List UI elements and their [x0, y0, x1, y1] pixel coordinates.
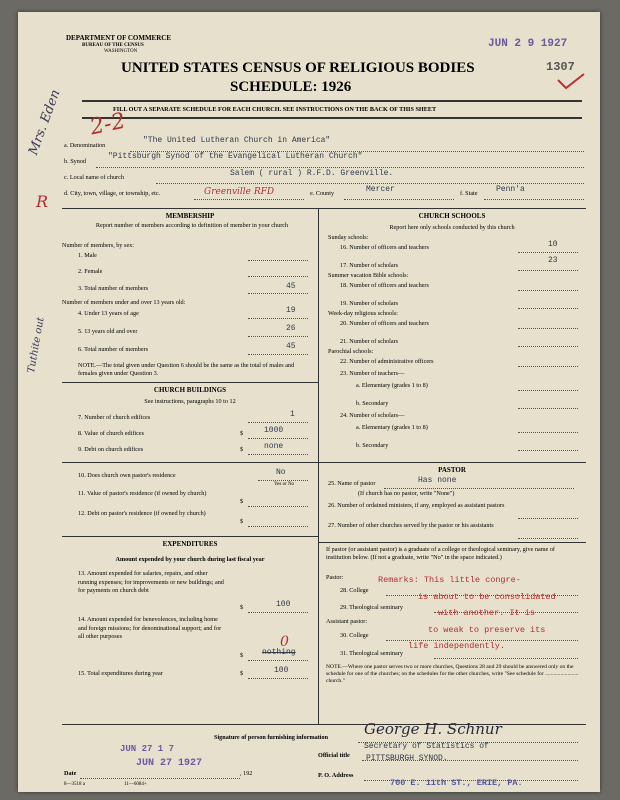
remarks-line-3: with another. It is	[438, 608, 535, 618]
q13-line	[248, 612, 308, 613]
q3-line	[248, 293, 308, 294]
date-stamp-2: JUN 27 1927	[136, 758, 203, 769]
q24a-label: a. Elementary (grades 1 to 8)	[356, 424, 428, 431]
department-label: DEPARTMENT OF COMMERCE	[66, 34, 172, 42]
q13-label: 13. Amount expended for salaries, repairs, and other running expenses; for improvements or new buildings; and for payments on church debt	[78, 570, 224, 594]
q14-dollar: $	[240, 652, 244, 659]
pastor-label: Pastor:	[326, 574, 344, 581]
q10-label: 10. Does church own pastor's residence	[78, 472, 176, 479]
bureau-label: BUREAU OF THE CENSUS	[82, 43, 144, 48]
remarks-block[interactable]	[378, 572, 556, 655]
po-address-value[interactable]: 700 E. 11th ST., ERIE, PA.	[390, 778, 523, 788]
q25-hint: (If church has no pastor, write "None")	[358, 490, 455, 497]
date-line	[80, 778, 240, 779]
q29-label: 29. Theological seminary	[340, 604, 403, 611]
po-address-label: P. O. Address	[318, 772, 354, 779]
q24-label: 24. Number of scholars—	[340, 412, 405, 419]
margin-note-name: Mrs. Eden	[26, 87, 64, 158]
q11-line	[248, 506, 308, 507]
q15-label: 15. Total expenditures during year	[78, 670, 163, 677]
q4-value[interactable]: 19	[286, 306, 296, 315]
local-name-label: c. Local name of church	[64, 174, 124, 181]
sunday-label: Sunday schools:	[328, 234, 369, 241]
q5-line	[248, 336, 308, 337]
official-title-label: Official title	[318, 752, 350, 759]
instruction-rule-top	[82, 100, 582, 102]
q8-dollar: $	[240, 430, 244, 437]
state-label: f. State	[460, 190, 478, 197]
q2-label: 2. Female	[78, 268, 103, 275]
q12-label: 12. Debt on pastor's residence (if owned by church)	[78, 510, 206, 517]
schools-subheading: Report here only schools conducted by this church	[389, 224, 515, 231]
q24a-line	[518, 432, 578, 433]
local-name-line	[156, 183, 584, 184]
state-line	[484, 199, 584, 200]
q6-value[interactable]: 45	[286, 342, 296, 351]
grad-rule	[318, 542, 586, 543]
q22-label: 22. Number of administrative officers	[340, 358, 434, 365]
instruction-line: FILL OUT A SEPARATE SCHEDULE FOR EACH CHURCH. SEE INSTRUCTIONS ON THE BACK OF THIS SHEET	[113, 106, 437, 113]
by-age-label: Number of members under and over 13 years old:	[62, 299, 186, 306]
q7-line	[248, 422, 308, 423]
date-stamp-1: JUN 27 1 7	[120, 744, 175, 754]
expenditures-rule	[62, 536, 318, 537]
remarks-line-2: is about to be consolidated	[418, 591, 556, 602]
q23a-label: a. Elementary (grades 1 to 8)	[356, 382, 428, 389]
year-suffix: , 192	[240, 770, 253, 777]
official-title-value-2[interactable]: PITTSBURGH SYNOD.	[366, 754, 448, 763]
signature-value[interactable]: George H. Schnur	[364, 720, 502, 738]
membership-note: NOTE.—The total given under Question 6 should be the same as the total of males and females given under Question 3.	[78, 362, 295, 377]
q28-label: 28. College	[340, 587, 369, 594]
q23b-line	[518, 408, 578, 409]
synod-value[interactable]: "Pittsburgh Synod of the Evangelical Lutheran Church"	[108, 152, 363, 161]
q5-label: 5. 13 years old and over	[78, 328, 138, 335]
q9-value[interactable]: none	[264, 442, 284, 451]
q4-line	[248, 318, 308, 319]
expenditures-heading: EXPENDITURES	[162, 540, 218, 548]
parochial-label: Parochial schools:	[328, 348, 374, 355]
q26-label: 26. Number of ordained ministers, if any, employed as assistant pastors	[328, 502, 505, 509]
city-value[interactable]: Greenville RFD	[204, 187, 275, 197]
q21-line	[518, 346, 578, 347]
q15-value[interactable]: 100	[274, 666, 289, 675]
q18-label: 18. Number of officers and teachers	[340, 282, 429, 289]
q19-line	[518, 308, 578, 309]
county-label: e. County	[310, 190, 335, 197]
q20-label: 20. Number of officers and teachers	[340, 320, 429, 327]
q14-label: 14. Amount expended for benevolences, including home and foreign missions; for denominational support; and for all other purposes	[78, 616, 222, 640]
q24b-label: b. Secondary	[356, 442, 389, 449]
by-sex-label: Number of members, by sex:	[62, 242, 134, 249]
official-title-value-1[interactable]: Secretary of Statistics of	[364, 742, 489, 751]
q25-label: 25. Name of pastor	[328, 480, 376, 487]
q10-line	[258, 480, 308, 481]
q16-value[interactable]: 10	[548, 240, 558, 249]
form-number-2: 11—6084+	[124, 782, 147, 787]
pastor-rule	[318, 462, 586, 463]
q12-line	[248, 526, 308, 527]
membership-intro: Report number of members according to definition of member in your church	[95, 222, 289, 229]
q6-label: 6. Total number of members	[78, 346, 149, 353]
q31-label: 31. Theological seminary	[340, 650, 403, 657]
q31-line	[434, 658, 578, 659]
graduate-note: If pastor (or assistant pastor) is a graduate of a college or theological seminary, give name of institution below. (If not a graduate, write "No" in the space indicated.)	[326, 546, 555, 561]
q1-label: 1. Male	[78, 252, 97, 259]
q8-value[interactable]: 1000	[264, 426, 284, 435]
check-mark-icon	[556, 72, 586, 92]
weekday-label: Week-day religious schools:	[328, 310, 398, 317]
q9-line	[248, 454, 308, 455]
q13-dollar: $	[240, 604, 244, 611]
synod-label: b. Synod	[64, 158, 87, 165]
date-label: Date	[64, 770, 77, 777]
q15-line	[248, 678, 308, 679]
q5-value[interactable]: 26	[286, 324, 296, 333]
q24b-line	[518, 450, 578, 451]
remarks-line-4: to weak to preserve its	[428, 624, 546, 635]
synod-line	[96, 167, 584, 168]
schedule-title: SCHEDULE: 1926	[230, 79, 352, 95]
form-number: 8—3518 a	[64, 782, 85, 787]
q11-label: 11. Value of pastor's residence (if owned by church)	[78, 490, 207, 497]
q3-value[interactable]: 45	[286, 282, 296, 291]
q9-dollar: $	[240, 446, 244, 453]
q13-value[interactable]: 100	[276, 600, 291, 609]
pastor-note: NOTE.—Where one pastor serves two or more churches, Questions 28 and 29 should be answered only on the schedule for one of the churches; on the schedules for the other churches, write "See schedule for ........................ church."	[326, 664, 579, 684]
q27-label: 27. Number of other churches served by the pastor or his assistants	[328, 522, 494, 529]
q23-label: 23. Number of teachers—	[340, 370, 405, 377]
margin-note-vertical: Tuthite out	[26, 316, 47, 374]
q21-label: 21. Number of scholars	[340, 338, 399, 345]
city-label-d: d. City, town, village, or township, etc.	[64, 190, 161, 197]
q9-label: 9. Debt on church edifices	[78, 446, 144, 453]
q2-line	[248, 276, 308, 277]
q30-label: 30. College	[340, 632, 369, 639]
margin-note-code: 2-2	[87, 108, 128, 141]
summer-label: Summer vacation Bible schools:	[328, 272, 409, 279]
q7-label: 7. Number of church edifices	[78, 414, 151, 421]
q17-value[interactable]: 23	[548, 256, 558, 265]
instruction-rule-bottom	[82, 117, 582, 119]
q19-label: 19. Number of scholars	[340, 300, 399, 307]
grid-top-rule	[62, 208, 586, 209]
q23a-line	[518, 390, 578, 391]
q18-line	[518, 290, 578, 291]
buildings-heading: CHURCH BUILDINGS	[153, 386, 227, 394]
margin-note-r: R	[36, 192, 49, 211]
county-line	[344, 199, 454, 200]
pastor-heading: PASTOR	[438, 466, 466, 474]
q12-dollar: $	[240, 518, 244, 525]
schedule-number: 1307	[546, 60, 575, 74]
buildings-subheading: See instructions, paragraphs 10 to 12	[144, 398, 236, 405]
q16-label: 16. Number of officers and teachers	[340, 244, 429, 251]
q7-value[interactable]: 1	[290, 410, 295, 419]
q10-value[interactable]: No	[276, 468, 286, 477]
q8-line	[248, 438, 308, 439]
form-title: UNITED STATES CENSUS OF RELIGIOUS BODIES	[121, 60, 475, 76]
denomination-value[interactable]: "The United Lutheran Church in America"	[143, 136, 331, 145]
q27-line	[518, 538, 578, 539]
buildings-rule	[62, 382, 318, 383]
membership-heading: MEMBERSHIP	[165, 212, 215, 220]
q4-label: 4. Under 13 years of age	[78, 310, 139, 317]
q17-line	[518, 270, 578, 271]
q11-dollar: $	[240, 498, 244, 505]
census-schedule-sheet	[18, 12, 600, 792]
remarks-line-5: life independently.	[408, 641, 505, 651]
buildings-mid-rule	[62, 462, 318, 463]
q25-line	[384, 488, 574, 489]
q6-line	[248, 354, 308, 355]
q20-line	[518, 328, 578, 329]
q26-line	[518, 518, 578, 519]
q22-line	[518, 366, 578, 367]
q23b-label: b. Secondary	[356, 400, 389, 407]
city-label: WASHINGTON	[104, 49, 138, 54]
denomination-label: a. Denomination	[64, 142, 106, 149]
q10-hint: Yes or No	[274, 482, 295, 487]
q25-value[interactable]: Has none	[418, 476, 457, 485]
q8-label: 8. Value of church edifices	[78, 430, 145, 437]
q17-label: 17. Number of scholars	[340, 262, 399, 269]
q1-line	[248, 260, 308, 261]
q3-label: 3. Total number of members	[78, 285, 149, 292]
received-date-stamp: JUN 2 9 1927	[488, 38, 568, 50]
signature-label: Signature of person furnishing information	[214, 734, 329, 741]
q14-value[interactable]: nothing	[262, 648, 296, 657]
assistant-pastor-label: Assistant pastor:	[326, 618, 368, 625]
expenditures-subheading: Amount expended by your church during last fiscal year	[115, 556, 265, 563]
q15-dollar: $	[240, 670, 244, 677]
local-name-value[interactable]: Salem ( rural ) R.F.D. Greenville.	[230, 169, 394, 178]
remarks-line-1: Remarks: This little congre-	[378, 575, 521, 585]
q14-line	[248, 660, 308, 661]
q14-zero-mark: 0	[280, 634, 289, 650]
schools-heading: CHURCH SCHOOLS	[418, 212, 486, 220]
city-line	[194, 199, 304, 200]
state-value[interactable]: Penn'a	[496, 185, 525, 194]
county-value[interactable]: Mercer	[366, 185, 395, 194]
grid-bottom-rule	[62, 724, 586, 725]
q16-line	[518, 252, 578, 253]
